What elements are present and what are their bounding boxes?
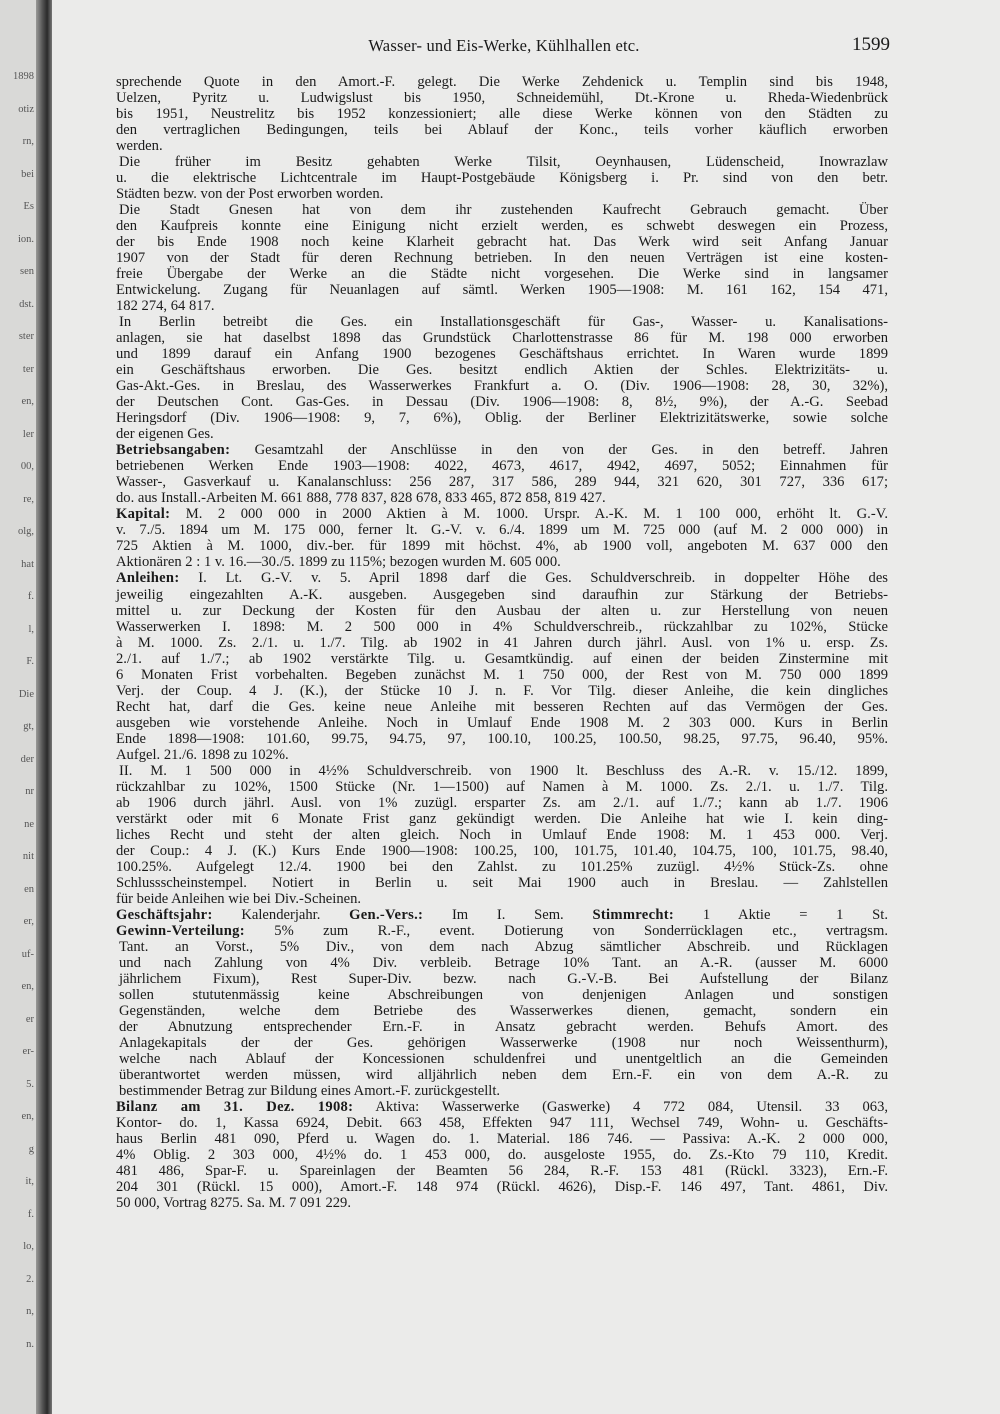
facing-page-fragment: er,: [23, 916, 34, 927]
text-line: [116, 474, 888, 490]
line-text: In Berlin betreibt die Ges. ein Installationsgeschäft für Gas-, Wasser- u. Kanalisations-: [119, 314, 888, 331]
line-text: ab 1906 durch jährl. Ausl. von 1% zuzügl. ersparter Zs. am 2./1. auf 1./7.; kann ab 1./7. 1906: [116, 794, 888, 811]
text-line: [116, 234, 888, 250]
section-label: Kapital:: [116, 506, 171, 523]
facing-page-fragment: n.: [26, 1338, 34, 1350]
facing-page-fragment: hat: [21, 558, 34, 570]
line-text: haus Berlin 481 090, Pferd u. Wagen do. 1. Material. 186 746. — Passiva: A.-K. 2 000 000,: [116, 1131, 888, 1148]
facing-page-fragment: olg,: [17, 526, 34, 537]
text-line: [116, 603, 888, 619]
text-line: [116, 987, 888, 1003]
line-text: überantwortet werden müssen, wird alljährlich neben dem Ern.-F. ein von dem A.-R. zu: [119, 1066, 888, 1083]
section-label: Anleihen:: [116, 570, 180, 587]
line-text: Städten bezw. von der Post erworben worden.: [116, 186, 384, 203]
text-line: [116, 859, 888, 875]
body-text: [116, 74, 888, 1211]
line-text: Ende 1898—1908: 101.60, 99.75, 94.75, 97, 100.10, 100.25, 100.50, 98.25, 97.75, 96.40, 95%.: [116, 730, 888, 747]
running-title: Wasser- und Eis-Werke, Kühlhallen etc.: [368, 36, 640, 55]
text-line: [116, 1099, 888, 1115]
text-line: [116, 715, 888, 731]
facing-page-fragment: uf-: [21, 948, 34, 960]
line-text: Uelzen, Pyritz u. Ludwigslust bis 1950, Schneidemühl, Dt.-Krone u. Rheda-Wiedenbrück: [116, 90, 888, 107]
line-text: Recht hat, darf die Ges. keine neue Anleihe mit besseren Rechten auf das Vermögen der Ges.: [116, 698, 888, 715]
text-line: [116, 362, 888, 378]
text-line: [116, 314, 888, 330]
line-text: 100.25%. Aufgelegt 12./4. 1900 bei den Zahlst. zu 101.25% zuzügl. 4½% Stück-Zs. ohne: [116, 858, 888, 875]
text-line: [116, 442, 888, 458]
text-line: [116, 538, 888, 554]
facing-page-fragment: otiz: [18, 103, 34, 115]
line-text: 4% Oblig. 2 303 000, 4½% do. 1 453 000, do. ausgeloste 1955, do. Zs.-Kto 79 110, Kredit.: [116, 1147, 888, 1164]
text-line: [116, 907, 888, 923]
line-text: 481 486, Spar-F. u. Spareinlagen der Beamten 56 284, R.-F. 153 481 (Rückl. 3323), Ern.-F.: [116, 1163, 888, 1180]
line-text: 1 Aktie = 1 St.: [702, 906, 888, 923]
line-text: Verj. der Coup. 4 J. (K.), der Stücke 10 J. n. F. Vor Tilg. dieser Anleihe, die kein dingliches: [116, 682, 888, 699]
facing-page-fragment: en,: [21, 981, 34, 992]
line-text: anlagen, sie hat daselbst 1898 das Grundstück Charlottenstrasse 86 für M. 198 000 erworben: [116, 330, 888, 347]
text-line: [116, 138, 888, 154]
text-line: [116, 731, 888, 747]
facing-page-fragment: ter: [22, 363, 34, 375]
line-text: I. Lt. G.-V. v. 5. April 1898 darf die Ges. Schuldverschreib. in doppelter Höhe des: [198, 570, 888, 587]
text-line: [116, 923, 888, 939]
text-line: [116, 939, 888, 955]
text-line: [116, 635, 888, 651]
facing-page-fragment: dst.: [19, 298, 34, 310]
facing-page-fragment: 5.: [26, 1078, 34, 1090]
text-line: [116, 570, 888, 586]
text-line: [116, 1067, 888, 1083]
text-line: [116, 490, 888, 506]
line-text: Schlussscheinstempel. Notiert in Berlin u. seit Mai 1900 auch in Breslau. — Zahlstellen: [116, 874, 888, 891]
text-line: [116, 779, 888, 795]
text-line: [116, 955, 888, 971]
text-line: [116, 282, 888, 298]
text-line: [116, 346, 888, 362]
line-text: II. M. 1 500 000 in 4½% Schuldverschreib. von 1900 lt. Beschluss des A.-R. v. 15./12. 1899,: [119, 762, 888, 779]
line-text: den vertraglichen Bedingungen, teils bei Ablauf der Konc., teils vorher käuflich erworben: [116, 122, 888, 139]
line-text: Wasser-, Gasverkauf u. Kanalanschluss: 256 287, 317 586, 289 944, 321 620, 301 727, 336 617;: [116, 474, 888, 491]
text-line: [116, 1131, 888, 1147]
line-text: sollen stututenmässig keine Abschreibungen von denjenigen Anlagen und sonstigen: [119, 986, 888, 1003]
section-label: Stimmrecht:: [592, 906, 675, 923]
line-text: sprechende Quote in den Amort.-F. gelegt. Die Werke Zehdenick u. Templin sind bis 1948,: [116, 74, 888, 90]
line-text: 2./1. auf 1./7.; ab 1902 verstärkte Tilg. u. Gesamtkündig. auf einen der beiden Zinstermine mit: [116, 650, 888, 667]
line-text: 6 Monaten Frist vorbehalten. Begeben zunächst M. 1 750 000, der Rest von M. 750 000 1899: [116, 666, 888, 683]
line-text: à M. 1000. Zs. 2./1. u. 1./7. Tilg. ab 1902 in 41 Jahren durch jährl. Ausl. von 1% u. ersp. Zs.: [116, 634, 888, 651]
line-text: den Kaufpreis konnte eine Einigung nicht erzielt werden, es schwebt deswegen ein Prozess,: [116, 218, 888, 235]
line-text: 50 000, Vortrag 8275. Sa. M. 7 091 229.: [116, 1195, 351, 1212]
line-text: v. 7./5. 1894 um M. 175 000, ferner lt. G.-V. v. 6./4. 1899 um M. 725 000 (auf M. 2 000 000) in: [116, 522, 888, 539]
facing-page-fragment: 00,: [20, 461, 34, 472]
text-line: [116, 667, 888, 683]
facing-page-fragment: Die: [18, 688, 34, 700]
facing-page-fragment: 1898: [13, 71, 34, 82]
line-text: Aufgel. 21./6. 1898 zu 102%.: [116, 746, 289, 763]
facing-page-fragment: n,: [26, 1306, 34, 1317]
text-line: [116, 891, 888, 907]
line-text: 182 274, 64 817.: [116, 298, 215, 315]
text-line: [116, 1179, 888, 1195]
line-text: Entwickelung. Zugang für Neuanlagen auf sämtl. Werken 1905—1908: M. 161 162, 154 471,: [116, 282, 888, 299]
facing-page-fragment: 2.: [26, 1273, 34, 1285]
line-text: Kontor- do. 1, Kassa 6924, Debit. 663 458, Effekten 947 111, Wechsel 749, Wohn- u. Geschäfts-: [116, 1115, 888, 1132]
facing-page-fragment: ion.: [17, 233, 34, 245]
text-line: [116, 394, 888, 410]
line-text: welche nach Ablauf der Koncessionen schuldenfrei und unentgeltlich an die Gemeinden: [119, 1050, 888, 1067]
text-line: [116, 843, 888, 859]
text-line: [116, 1051, 888, 1067]
text-line: [116, 651, 888, 667]
line-text: jeweilig eingezahlten A.-K. ausgeben. Ausgegeben sind daraufhin zur Stärkung der Betriebs-: [116, 586, 888, 603]
text-line: [116, 426, 888, 442]
line-text: jährlichem Fixum), Rest Super-Div. bezw. nach G.-V.-B. Bei Aufstellung der Bilanz: [119, 970, 888, 987]
section-label: Gewinn-Verteilung:: [116, 922, 245, 939]
page-header: [118, 36, 890, 60]
line-text: und 1899 darauf ein Anfang 1900 bezogenes Geschäftshaus errichtet. In Waren wurde 1899: [116, 346, 888, 363]
facing-page-fragment: nit: [22, 851, 34, 862]
line-text: 5% zum R.-F., event. Dotierung von Sonderrücklagen etc., vertragsm.: [274, 922, 888, 939]
line-text: verstärkt oder mit 6 Monate Frist ganz gekündigt werden. Die Anleihe hat wie I. kein ding-: [116, 810, 888, 827]
facing-page-fragment: gt,: [23, 721, 34, 732]
facing-page-fragment: Es: [23, 201, 34, 212]
text-line: [116, 587, 888, 603]
line-text: ausgeben wie vorstehende Anleihe. Noch in Umlauf Ende 1908 M. 2 303 000. Kurs in Berlin: [116, 714, 888, 731]
text-line: [116, 1083, 888, 1099]
line-text: bis 1951, Neustrelitz bis 1952 konzessioniert; alle diese Werke können von den Städten zu: [116, 106, 888, 123]
text-line: [116, 827, 888, 843]
text-line: [116, 1163, 888, 1179]
line-text: Gesamtzahl der Anschlüsse in den von der Ges. in den betreff. Jahren: [254, 442, 888, 459]
line-text: Aktionären 2 : 1 v. 16.—30./5. 1899 zu 115%; bezogen wurden M. 605 000.: [116, 554, 561, 571]
line-text: der Abnutzung entsprechender Ern.-F. in Ansatz gebracht werden. Behufs Amort. des: [119, 1018, 888, 1035]
text-line: [116, 266, 888, 282]
text-line: [116, 506, 888, 522]
line-text: werden.: [116, 138, 163, 155]
text-line: [116, 971, 888, 987]
text-line: [116, 683, 888, 699]
text-line: [116, 410, 888, 426]
book-spine: [36, 0, 52, 1414]
line-text: Anlagekapitals der der Ges. gehörigen Wasserwerke (1908 nur noch Weissenthurm),: [119, 1034, 888, 1051]
text-line: [116, 74, 888, 90]
facing-page-fragment: ster: [18, 331, 34, 342]
facing-page-fragment: er: [25, 1013, 34, 1025]
section-label: Betriebsangaben:: [116, 442, 231, 459]
text-line: [116, 763, 888, 779]
text-line: [116, 90, 888, 106]
facing-page-fragment: en,: [21, 1111, 34, 1122]
line-text: Im I. Sem.: [451, 906, 564, 923]
line-text: der eigenen Ges.: [116, 426, 214, 443]
line-text: ein Geschäftshaus erworben. Die Ges. besitzt endlich Aktien der Schles. Elektrizitäts- u.: [116, 362, 888, 379]
line-text: 1907 von der Stadt für deren Rechnung betrieben. In den neuen Verträgen ist eine kosten-: [116, 250, 888, 267]
line-text: Kalenderjahr.: [241, 906, 321, 923]
text-line: [116, 458, 888, 474]
text-line: [116, 154, 888, 170]
section-label: Geschäftsjahr:: [116, 906, 213, 923]
line-text: bestimmender Betrag zur Bildung eines Amort.-F. zurückgestellt.: [119, 1082, 501, 1099]
facing-page-fragment: f.: [27, 1208, 34, 1220]
text-line: [116, 699, 888, 715]
line-text: Gegenständen, welche dem Betriebe des Wasserwerkes dienen, gemacht, sondern ein: [119, 1002, 888, 1019]
text-line: [116, 330, 888, 346]
line-text: Aktiva: Wasserwerke (Gaswerke) 4 772 084, Utensil. 33 063,: [375, 1099, 889, 1115]
facing-page-fragment: er-: [22, 1046, 34, 1057]
text-line: [116, 170, 888, 186]
text-line: [116, 554, 888, 570]
section-label: Bilanz am 31. Dez. 1908:: [116, 1099, 354, 1115]
text-line: [116, 795, 888, 811]
text-line: [116, 1147, 888, 1163]
line-text: liches Recht und steht der alten gleich. Noch in Umlauf Ende 1908: M. 1 453 000. Verj.: [116, 826, 888, 843]
line-text: do. aus Install.-Arbeiten M. 661 888, 778 837, 828 678, 833 465, 872 858, 819 427.: [116, 490, 606, 507]
text-line: [116, 1195, 888, 1211]
facing-page-fragment: g: [28, 1143, 34, 1155]
line-text: u. die elektrische Lichtcentrale im Haupt-Postgebäude Königsberg i. Pr. sind von den betr.: [116, 170, 888, 187]
facing-page-fragment: en,: [21, 396, 34, 407]
text-line: [116, 122, 888, 138]
line-text: Die früher im Besitz gehabten Werke Tilsit, Oeynhausen, Lüdenscheid, Inowrazlaw: [119, 154, 888, 171]
line-text: Gas-Akt.-Ges. in Breslau, des Wasserwerkes Frankfurt a. O. (Div. 1906—1908: 28, 30, 32%),: [116, 378, 888, 395]
text-line: [116, 1003, 888, 1019]
text-line: [116, 1035, 888, 1051]
text-line: [116, 202, 888, 218]
text-line: [116, 619, 888, 635]
line-text: 204 301 (Rückl. 15 000), Amort.-F. 148 974 (Rückl. 4626), Disp.-F. 146 497, Tant. 4861, Div.: [116, 1179, 888, 1196]
line-text: rückzahlbar zu 102%, 1500 Stücke (Nr. 1—1500) auf Namen à M. 1000. Zs. 2./1. u. 1./7. Tilg.: [116, 778, 888, 795]
facing-page-fragment: F.: [26, 656, 34, 667]
text-line: [116, 186, 888, 202]
line-text: M. 2 000 000 in 2000 Aktien à M. 1000. Urspr. A.-K. M. 1 100 000, erhöht lt. G.-V.: [185, 506, 888, 523]
facing-page-fragment: f.: [27, 591, 34, 602]
text-line: [116, 811, 888, 827]
page-number: 1599: [852, 34, 890, 55]
line-text: Wasserwerken I. 1898: M. 2 500 000 in 4% Schuldverschreib., rückzahlbar zu 102%, Stücke: [116, 618, 888, 635]
facing-page-fragment: ler: [22, 428, 34, 440]
line-text: und nach Zahlung von 4% Div. verbleib. Betrage 10% Tant. an A.-R. (ausser M. 6000: [119, 954, 888, 971]
facing-page-fragment: l,: [28, 623, 34, 635]
section-label: Gen.-Vers.:: [349, 906, 424, 923]
line-text: 725 Aktien à M. 1000, div.-ber. für 1899 mit höchst. 4%, ab 1900 voll, angeboten M. 637 000 den: [116, 538, 888, 555]
text-line: [116, 378, 888, 394]
facing-page-fragment: sen: [20, 266, 34, 277]
line-text: der bis Ende 1908 noch keine Klarheit gebracht hat. Das Werk wird seit Anfang Januar: [116, 234, 888, 251]
facing-page-fragment: re,: [23, 493, 34, 505]
facing-page-fragment: en: [24, 883, 34, 895]
line-text: Tant. an Vorst., 5% Div., von dem nach Abzug sämtlicher Abschreib. und Rücklagen: [119, 938, 888, 955]
text-line: [116, 1019, 888, 1035]
facing-page-fragment: nr: [25, 786, 34, 797]
text-line: [116, 875, 888, 891]
facing-page-fragment: ne: [24, 818, 34, 830]
text-line: [116, 298, 888, 314]
text-line: [116, 106, 888, 122]
facing-page-fragment: rn,: [22, 136, 34, 147]
text-line: [116, 747, 888, 763]
text-line: [116, 218, 888, 234]
line-text: freie Übergabe der Werke an die Städte nicht vorgesehen. Die Werke sind in langsamer: [116, 266, 888, 283]
line-text: mittel u. zur Deckung der Kosten für den Ausbau der alten u. zur Herstellung von neuen: [116, 602, 888, 619]
line-text: betriebenen Werken Ende 1903—1908: 4022, 4673, 4617, 4942, 4697, 5052; Einnahmen für: [116, 458, 888, 475]
facing-page-fragment: it,: [25, 1176, 34, 1187]
facing-page-fragment: bei: [21, 168, 34, 180]
facing-page-fragment: der: [20, 753, 34, 765]
facing-page-fragment: lo,: [23, 1241, 34, 1252]
line-text: Heringsdorf (Div. 1906—1908: 9, 7, 6%), Oblig. der Berliner Elektrizitätswerke, sowie solche: [116, 410, 888, 427]
line-text: Die Stadt Gnesen hat von dem ihr zustehenden Kaufrecht Gebrauch gemacht. Über: [119, 202, 888, 219]
text-line: [116, 522, 888, 538]
text-line: [116, 250, 888, 266]
text-line: [116, 1115, 888, 1131]
line-text: der Coup.: 4 J. (K.) Kurs Ende 1900—1908: 100.25, 100, 101.75, 101.40, 104.75, 100, 101.75, 98.40,: [116, 842, 888, 859]
line-text: für beide Anleihen wie bei Div.-Scheinen.: [116, 890, 362, 907]
line-text: der Deutschen Cont. Gas-Ges. in Dessau (Div. 1906—1908: 8, 8½, 9%), der A.-G. Seebad: [116, 394, 888, 411]
